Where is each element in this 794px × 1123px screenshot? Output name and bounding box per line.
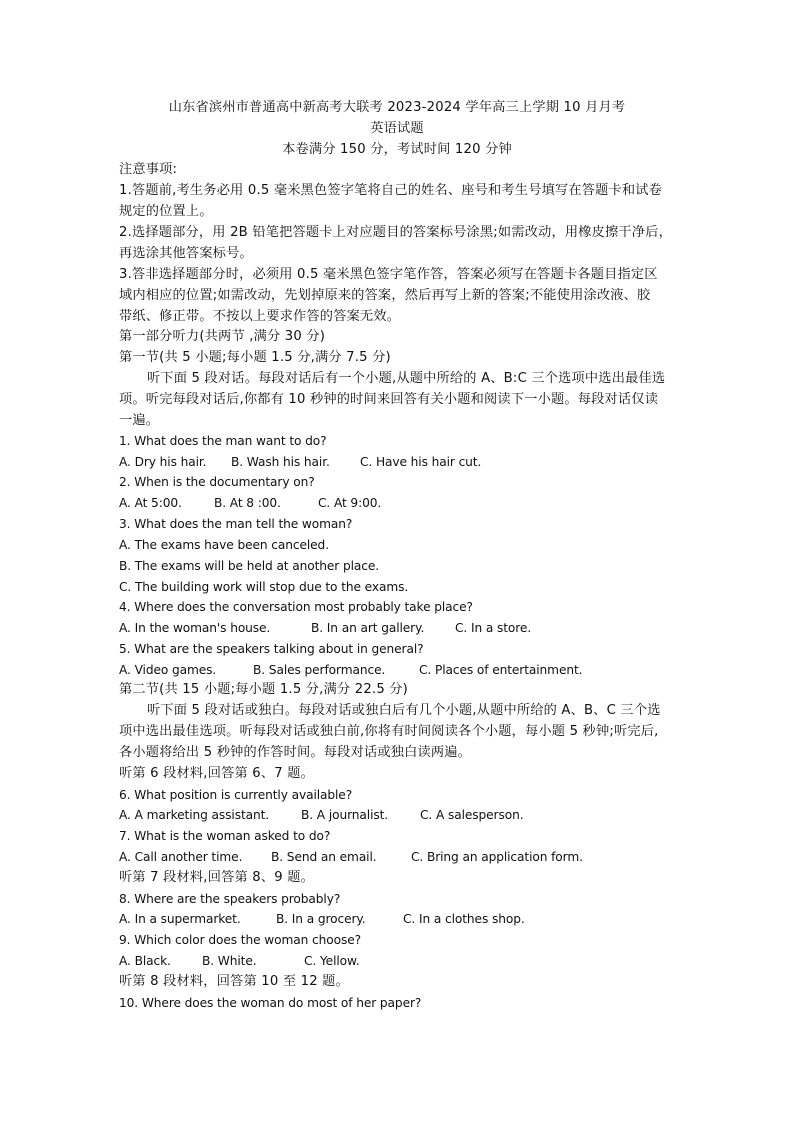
option-a: A. Call another time.	[119, 850, 243, 864]
question-stem: 5. What are the speakers talking about in general?	[119, 642, 424, 656]
option-b: B. The exams will be held at another place.	[119, 559, 380, 573]
option-c: C. A salesperson.	[420, 808, 524, 822]
notes-line: 再选涂其他答案标号。	[119, 246, 253, 261]
option-b: B. Wash his hair.	[231, 455, 330, 469]
question-stem: 8. Where are the speakers probably?	[119, 892, 341, 906]
question-stem: 1. What does the man want to do?	[119, 434, 327, 448]
section1-instruction-line: 项。听完每段对话后,你都有 10 秒钟的时间来回答有关小题和阅读下一小题。每段对话仅读	[119, 392, 659, 407]
notes-line: 域内相应的位置;如需改动，先划掉原来的答案，然后再写上新的答案;不能使用涂改液、胶	[119, 288, 651, 303]
option-c: C. Yellow.	[304, 954, 360, 968]
notes-line: 3.答非选择题部分时，必须用 0.5 毫米黑色签字笔作答，答案必须写在答题卡各题目指定区	[119, 267, 658, 282]
question-stem: 4. Where does the conversation most probably take place?	[119, 600, 473, 614]
section2-instruction-line: 各小题将给出 5 秒钟的作答时间。每段对话或独白读两遍。	[119, 745, 472, 760]
option-b: B. White.	[202, 954, 257, 968]
section1-instruction-line: 听下面 5 段对话。每段对话后有一个小题,从题中所给的 A、B:C 三个选项中选出最佳选	[147, 371, 666, 386]
option-b: B. At 8 :00.	[214, 496, 281, 510]
section2-instruction-line: 听下面 5 段对话或独白。每段对话或独白后有几个小题,从题中所给的 A、B、C 三个选	[147, 703, 661, 718]
material-heading: 听第 7 段材料,回答第 8、9 题。	[119, 870, 314, 885]
option-b: B. Send an email.	[271, 850, 377, 864]
section2-instruction-line: 项中选出最佳选项。听每段对话或独白前,你将有时间阅读各个小题，每小题 5 秒钟;听完后,	[119, 724, 659, 739]
option-a: A. In the woman's house.	[119, 621, 271, 635]
option-b: B. A journalist.	[301, 808, 389, 822]
option-a: A. At 5:00.	[119, 496, 182, 510]
option-c: C. Have his hair cut.	[360, 455, 482, 469]
notes-line: 带纸、修正带。不按以上要求作答的答案无效。	[119, 309, 401, 324]
option-c: C. Places of entertainment.	[419, 663, 583, 677]
question-stem: 7. What is the woman asked to do?	[119, 829, 331, 843]
question-stem: 6. What position is currently available?	[119, 788, 353, 802]
option-b: B. In an art gallery.	[311, 621, 425, 635]
notes-line: 规定的位置上。	[119, 204, 213, 219]
question-stem: 10. Where does the woman do most of her paper?	[119, 996, 422, 1010]
material-heading: 听第 6 段材料,回答第 6、7 题。	[119, 766, 314, 781]
notes-line: 2.选择题部分，用 2B 铅笔把答题卡上对应题目的答案标号涂黑;如需改动，用橡皮擦干净后，	[119, 225, 672, 240]
section1-instruction-line: 一遍。	[119, 413, 160, 428]
option-a: A. A marketing assistant.	[119, 808, 270, 822]
notes-heading: 注意事项:	[119, 162, 178, 177]
material-heading: 听第 8 段材料，回答第 10 至 12 题。	[119, 974, 349, 989]
option-c: C. The building work will stop due to the exams.	[119, 580, 409, 594]
section1-heading: 第一节(共 5 小题;每小题 1.5 分,满分 7.5 分)	[119, 350, 391, 365]
option-a: A. Dry his hair.	[119, 455, 207, 469]
section2-heading: 第二节(共 15 小题;每小题 1.5 分,满分 22.5 分)	[119, 682, 409, 697]
option-c: C. Bring an application form.	[411, 850, 583, 864]
option-a: A. Black.	[119, 954, 171, 968]
option-c: C. At 9:00.	[318, 496, 382, 510]
option-c: C. In a store.	[455, 621, 532, 635]
option-b: B. Sales performance.	[253, 663, 386, 677]
question-stem: 9. Which color does the woman choose?	[119, 933, 361, 947]
option-a: A. In a supermarket.	[119, 912, 241, 926]
score-time-line: 本卷满分 150 分，考试时间 120 分钟	[282, 142, 512, 157]
question-stem: 3. What does the man tell the woman?	[119, 517, 353, 531]
option-a: A. Video games.	[119, 663, 217, 677]
exam-subtitle: 英语试题	[370, 121, 424, 136]
exam-title: 山东省滨州市普通高中新高考大联考 2023-2024 学年高三上学期 10 月月考	[168, 100, 626, 115]
question-stem: 2. When is the documentary on?	[119, 475, 315, 489]
notes-line: 1.答题前,考生务必用 0.5 毫米黑色签字笔将自己的姓名、座号和考生号填写在答题卡和试卷	[119, 183, 663, 198]
option-a: A. The exams have been canceled.	[119, 538, 329, 552]
option-c: C. In a clothes shop.	[403, 912, 525, 926]
option-b: B. In a grocery.	[276, 912, 366, 926]
part1-heading: 第一部分听力(共两节 ,满分 30 分)	[119, 329, 326, 344]
